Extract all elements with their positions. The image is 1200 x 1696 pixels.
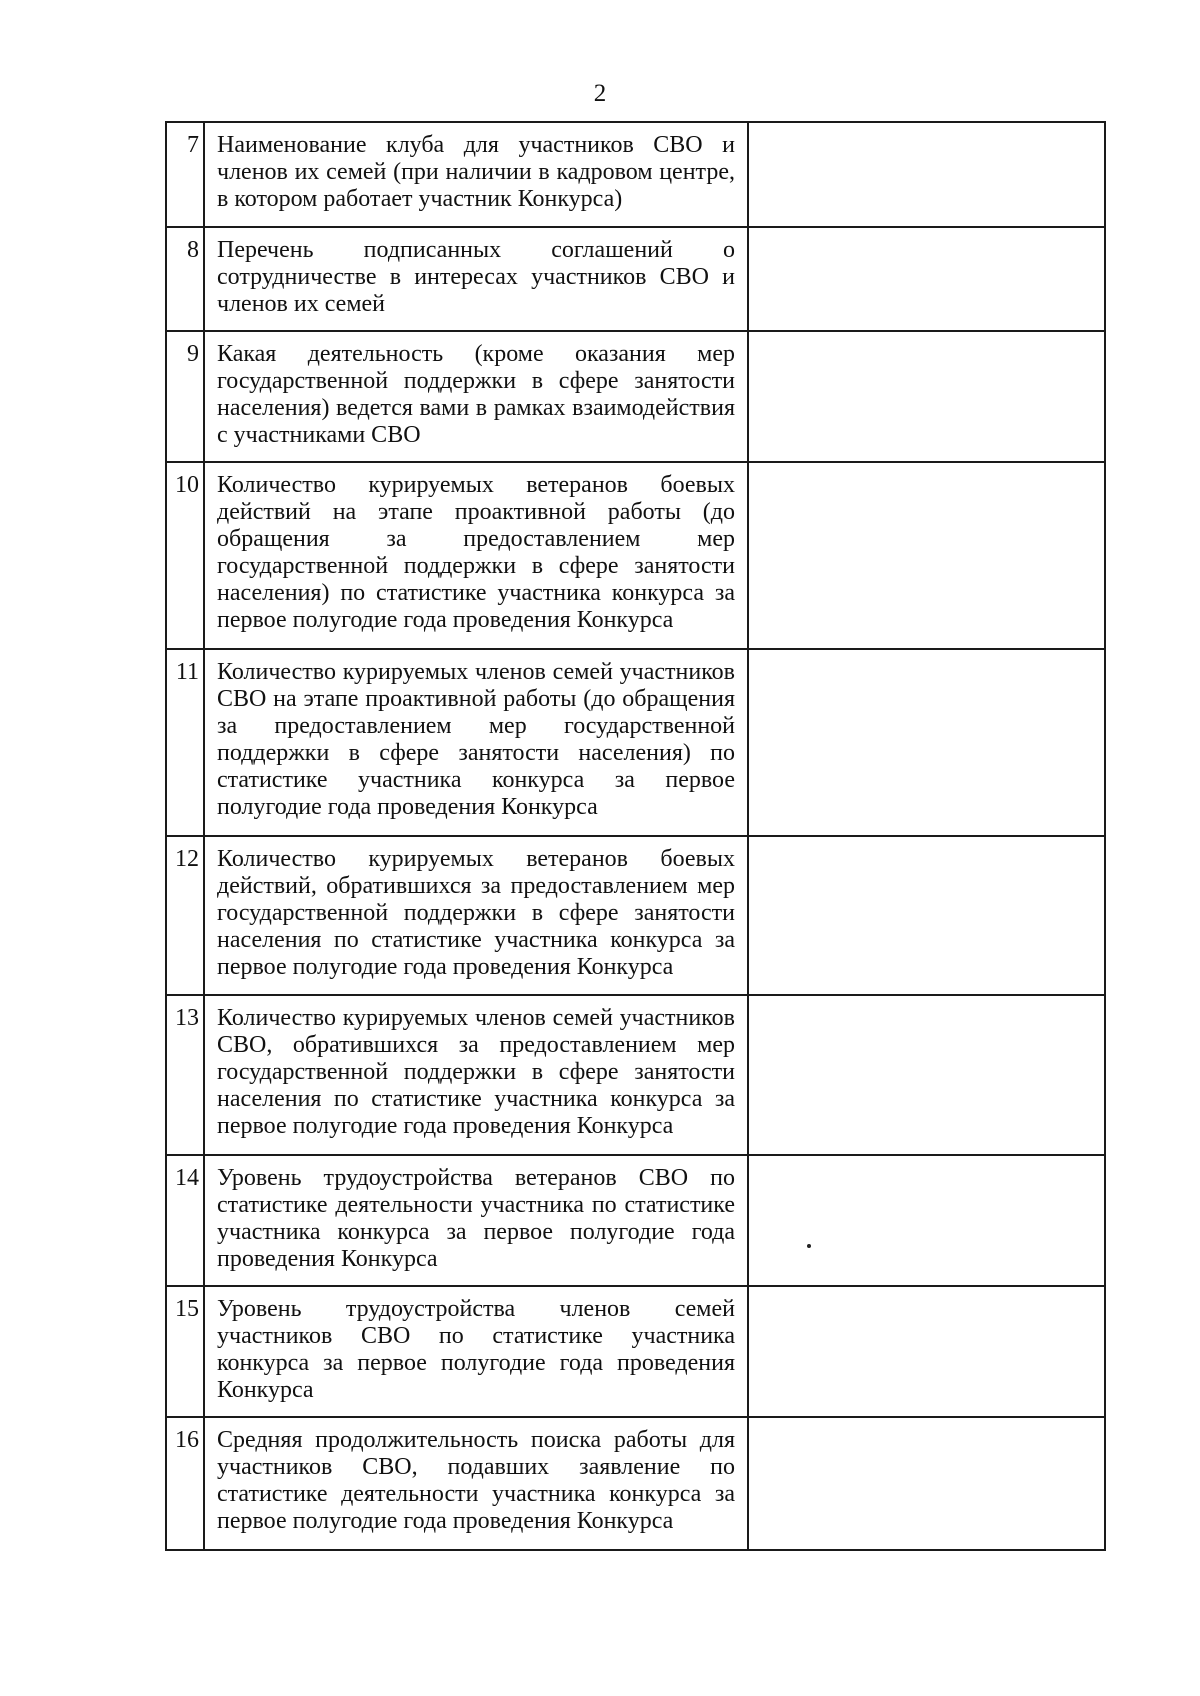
row-description: Какая деятельность (кроме оказания мер государственной поддержки в сфере занятости населения) ведется вами в рамках взаимодействия с участниками СВО (204, 331, 748, 462)
row-value-field[interactable] (748, 995, 1105, 1155)
table-row (166, 331, 1105, 462)
row-number: 13 (166, 995, 204, 1155)
row-description: Наименование клуба для участников СВО и членов их семей (при наличии в кадровом центре, в котором работает участник Конкурса) (204, 122, 748, 227)
table-row (166, 1286, 1105, 1417)
table-row (166, 1417, 1105, 1550)
row-value-field[interactable] (748, 836, 1105, 995)
row-number: 15 (166, 1286, 204, 1417)
row-description: Количество курируемых членов семей участников СВО, обратившихся за предоставлением мер государственной поддержки в сфере занятости населения по статистике участника конкурса за первое полугодие года проведения Конкурса (204, 995, 748, 1155)
row-number: 11 (166, 649, 204, 836)
row-value-field[interactable] (748, 1286, 1105, 1417)
form-table (165, 121, 1106, 1551)
row-description: Уровень трудоустройства ветеранов СВО по статистике деятельности участника по статистике участника конкурса за первое полугодие года проведения Конкурса (204, 1155, 748, 1286)
row-description: Количество курируемых ветеранов боевых действий, обратившихся за предоставлением мер государственной поддержки в сфере занятости населения по статистике участника конкурса за первое полугодие года проведения Конкурса (204, 836, 748, 995)
ink-dot (807, 1244, 811, 1248)
row-value-field[interactable] (748, 1417, 1105, 1550)
page-number: 2 (593, 80, 607, 107)
row-description: Количество курируемых членов семей участников СВО на этапе проактивной работы (до обращения за предоставлением мер государственной поддержки в сфере занятости населения) по статистике участника конкурса за первое полугодие года проведения Конкурса (204, 649, 748, 836)
row-description: Средняя продолжительность поиска работы для участников СВО, подавших заявление по статистике деятельности участника конкурса за первое полугодие года проведения Конкурса (204, 1417, 748, 1550)
row-number: 12 (166, 836, 204, 995)
table-row (166, 836, 1105, 995)
row-description: Количество курируемых ветеранов боевых действий на этапе проактивной работы (до обращения за предоставлением мер государственной поддержки в сфере занятости населения) по статистике участника конкурса за первое полугодие года проведения Конкурса (204, 462, 748, 649)
row-number: 8 (166, 227, 204, 331)
row-description: Уровень трудоустройства членов семей участников СВО по статистике участника конкурса за первое полугодие года проведения Конкурса (204, 1286, 748, 1417)
row-description: Перечень подписанных соглашений о сотрудничестве в интересах участников СВО и членов их семей (204, 227, 748, 331)
row-number: 7 (166, 122, 204, 227)
table-row (166, 995, 1105, 1155)
table-row (166, 649, 1105, 836)
row-value-field[interactable] (748, 462, 1105, 649)
table-row (166, 1155, 1105, 1286)
row-number: 14 (166, 1155, 204, 1286)
row-value-field[interactable] (748, 227, 1105, 331)
table-row (166, 122, 1105, 227)
row-value-field[interactable] (748, 122, 1105, 227)
row-value-field[interactable] (748, 649, 1105, 836)
row-number: 9 (166, 331, 204, 462)
table-row (166, 227, 1105, 331)
row-value-field[interactable] (748, 331, 1105, 462)
row-value-field[interactable] (748, 1155, 1105, 1286)
row-number: 16 (166, 1417, 204, 1550)
table-row (166, 462, 1105, 649)
row-number: 10 (166, 462, 204, 649)
